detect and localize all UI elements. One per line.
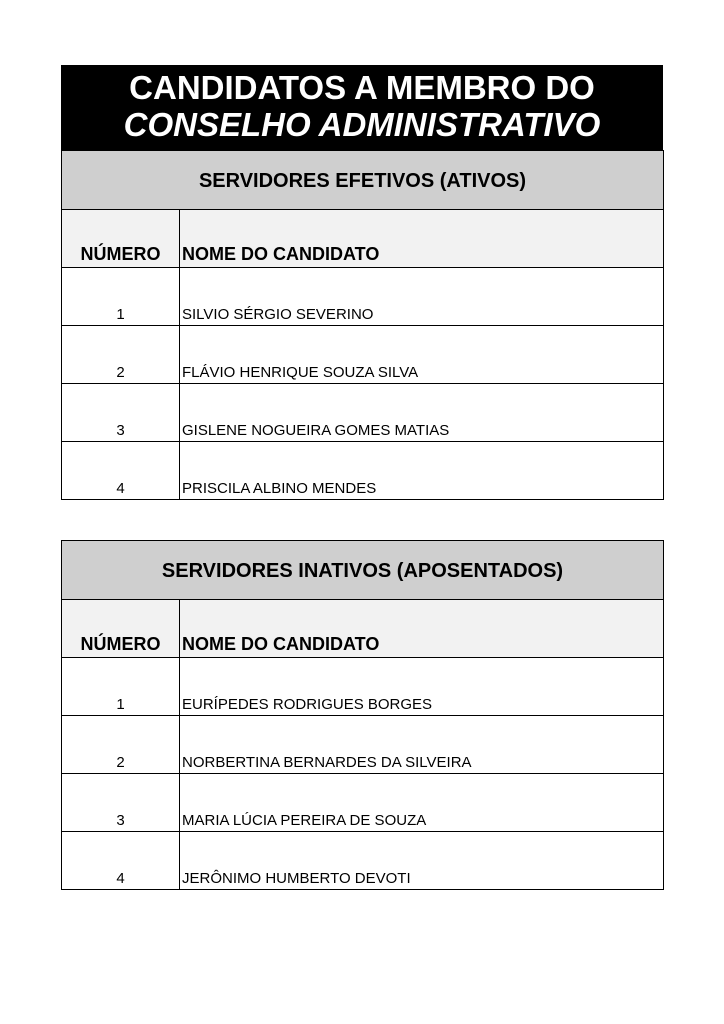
- column-header-number: NÚMERO: [62, 210, 180, 268]
- column-header-number: NÚMERO: [62, 600, 180, 658]
- candidate-name: NORBERTINA BERNARDES DA SILVEIRA: [180, 716, 664, 774]
- section-heading: SERVIDORES EFETIVOS (ATIVOS): [62, 151, 664, 210]
- document-title: [61, 65, 663, 150]
- candidate-number: 3: [62, 774, 180, 832]
- candidate-number: 1: [62, 658, 180, 716]
- candidate-name: GISLENE NOGUEIRA GOMES MATIAS: [180, 384, 664, 442]
- table-row: [62, 442, 664, 500]
- column-header-name: NOME DO CANDIDATO: [180, 210, 664, 268]
- candidate-number: 1: [62, 268, 180, 326]
- candidate-name: MARIA LÚCIA PEREIRA DE SOUZA: [180, 774, 664, 832]
- candidate-number: 3: [62, 384, 180, 442]
- active-servants-table: [61, 150, 664, 500]
- candidate-number: 2: [62, 716, 180, 774]
- table-row: [62, 384, 664, 442]
- column-header-row: [62, 210, 664, 268]
- candidate-name: EURÍPEDES RODRIGUES BORGES: [180, 658, 664, 716]
- candidate-number: 2: [62, 326, 180, 384]
- retired-servants-table: [61, 540, 664, 890]
- section-header-row: [62, 151, 664, 210]
- candidate-name: FLÁVIO HENRIQUE SOUZA SILVA: [180, 326, 664, 384]
- column-header-name: NOME DO CANDIDATO: [180, 600, 664, 658]
- column-header-row: [62, 600, 664, 658]
- candidate-name: PRISCILA ALBINO MENDES: [180, 442, 664, 500]
- table-row: [62, 832, 664, 890]
- candidate-name: JERÔNIMO HUMBERTO DEVOTI: [180, 832, 664, 890]
- candidate-number: 4: [62, 442, 180, 500]
- table-row: [62, 268, 664, 326]
- candidate-number: 4: [62, 832, 180, 890]
- table-row: [62, 326, 664, 384]
- section-header-row: [62, 541, 664, 600]
- table-row: [62, 716, 664, 774]
- title-line-1: CANDIDATOS A MEMBRO DO: [129, 69, 595, 106]
- table-row: [62, 658, 664, 716]
- title-line-2: CONSELHO ADMINISTRATIVO: [123, 106, 601, 143]
- table-row: [62, 774, 664, 832]
- section-heading: SERVIDORES INATIVOS (APOSENTADOS): [62, 541, 664, 600]
- candidate-name: SILVIO SÉRGIO SEVERINO: [180, 268, 664, 326]
